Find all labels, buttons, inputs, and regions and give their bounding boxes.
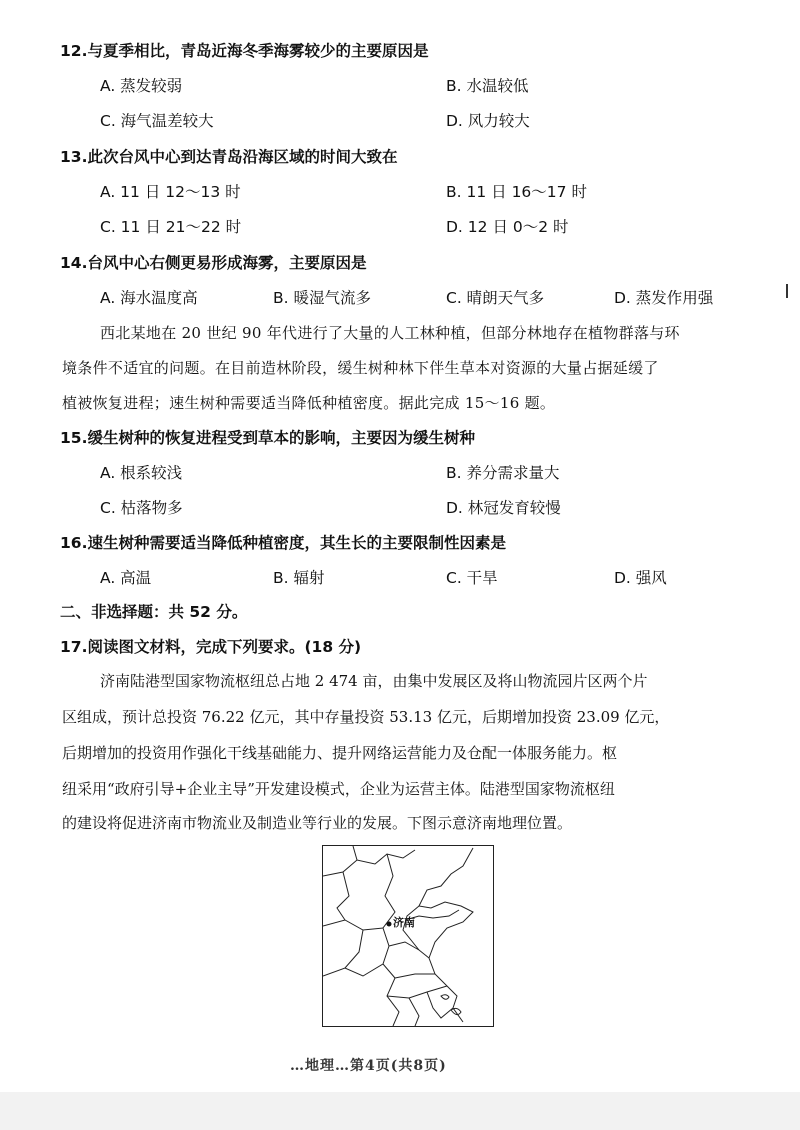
q16-stem: 16.速生树种需要适当降低种植密度，其生长的主要限制性因素是	[60, 534, 506, 552]
q13-option-c: C. 11 日 21～22 时	[100, 218, 242, 236]
q12-option-b: B. 水温较低	[446, 77, 529, 95]
map-city-label: 济南	[393, 916, 415, 929]
q14-stem: 14.台风中心右侧更易形成海雾，主要原因是	[60, 254, 367, 272]
q16-option-c: C. 干旱	[446, 569, 498, 587]
q17-passage-line-4: 纽采用“政府引导+企业主导”开发建设模式，企业为运营主体。陆港型国家物流枢纽	[62, 780, 615, 798]
q15-option-d: D. 林冠发育较慢	[446, 499, 561, 517]
q12-option-c: C. 海气温差较大	[100, 112, 214, 130]
q13-stem: 13.此次台风中心到达青岛沿海区域的时间大致在	[60, 148, 398, 166]
q15-stem: 15.缓生树种的恢复进程受到草本的影响，主要因为缓生树种	[60, 429, 475, 447]
section-2-heading: 二、非选择题：共 52 分。	[60, 603, 248, 621]
passage1-line-3: 植被恢复进程；速生树种需要适当降低种植密度。据此完成 15～16 题。	[62, 394, 556, 412]
q14-option-b: B. 暖湿气流多	[273, 289, 371, 307]
q14-option-a: A. 海水温度高	[100, 289, 198, 307]
q12-stem: 12.与夏季相比，青岛近海冬季海雾较少的主要原因是	[60, 42, 429, 60]
q12-option-a: A. 蒸发较弱	[100, 77, 183, 95]
q13-option-d: D. 12 日 0～2 时	[446, 218, 569, 236]
q17-stem: 17.阅读图文材料，完成下列要求。(18 分)	[60, 638, 362, 656]
map-outline	[323, 846, 493, 1026]
jinan-location-map	[322, 845, 494, 1027]
q17-passage-line-2: 区组成，预计总投资 76.22 亿元，其中存量投资 53.13 亿元，后期增加投资 23.09 亿元，	[62, 708, 670, 726]
q14-option-c: C. 晴朗天气多	[446, 289, 545, 307]
q13-option-b: B. 11 日 16～17 时	[446, 183, 587, 201]
page-footer: …地理…第4页(共8页)	[290, 1058, 447, 1074]
q16-option-b: B. 辐射	[273, 569, 325, 587]
q17-passage-line-1: 济南陆港型国家物流枢纽总占地 2 474 亩，由集中发展区及将山物流园片区两个片	[100, 672, 648, 690]
passage1-line-1: 西北某地在 20 世纪 90 年代进行了大量的人工林种植，但部分林地存在植物群落与环	[100, 324, 680, 342]
q15-option-a: A. 根系较浅	[100, 464, 183, 482]
q17-passage-line-3: 后期增加的投资用作强化干线基础能力、提升网络运营能力及仓配一体服务能力。枢	[62, 744, 618, 762]
jinan-city-dot	[387, 922, 392, 927]
q17-passage-line-5: 的建设将促进济南市物流业及制造业等行业的发展。下图示意济南地理位置。	[62, 814, 573, 832]
q16-option-a: A. 高温	[100, 569, 152, 587]
q16-option-d: D. 强风	[614, 569, 667, 587]
q14-option-d: D. 蒸发作用强	[614, 289, 714, 307]
q13-option-a: A. 11 日 12～13 时	[100, 183, 241, 201]
q15-option-c: C. 枯落物多	[100, 499, 183, 517]
q12-option-d: D. 风力较大	[446, 112, 530, 130]
scan-bottom-band	[0, 1092, 800, 1130]
q15-option-b: B. 养分需求量大	[446, 464, 560, 482]
scan-edge-mark	[786, 284, 788, 298]
passage1-line-2: 境条件不适宜的问题。在目前造林阶段，缓生树种林下伴生草本对资源的大量占据延缓了	[62, 359, 659, 377]
